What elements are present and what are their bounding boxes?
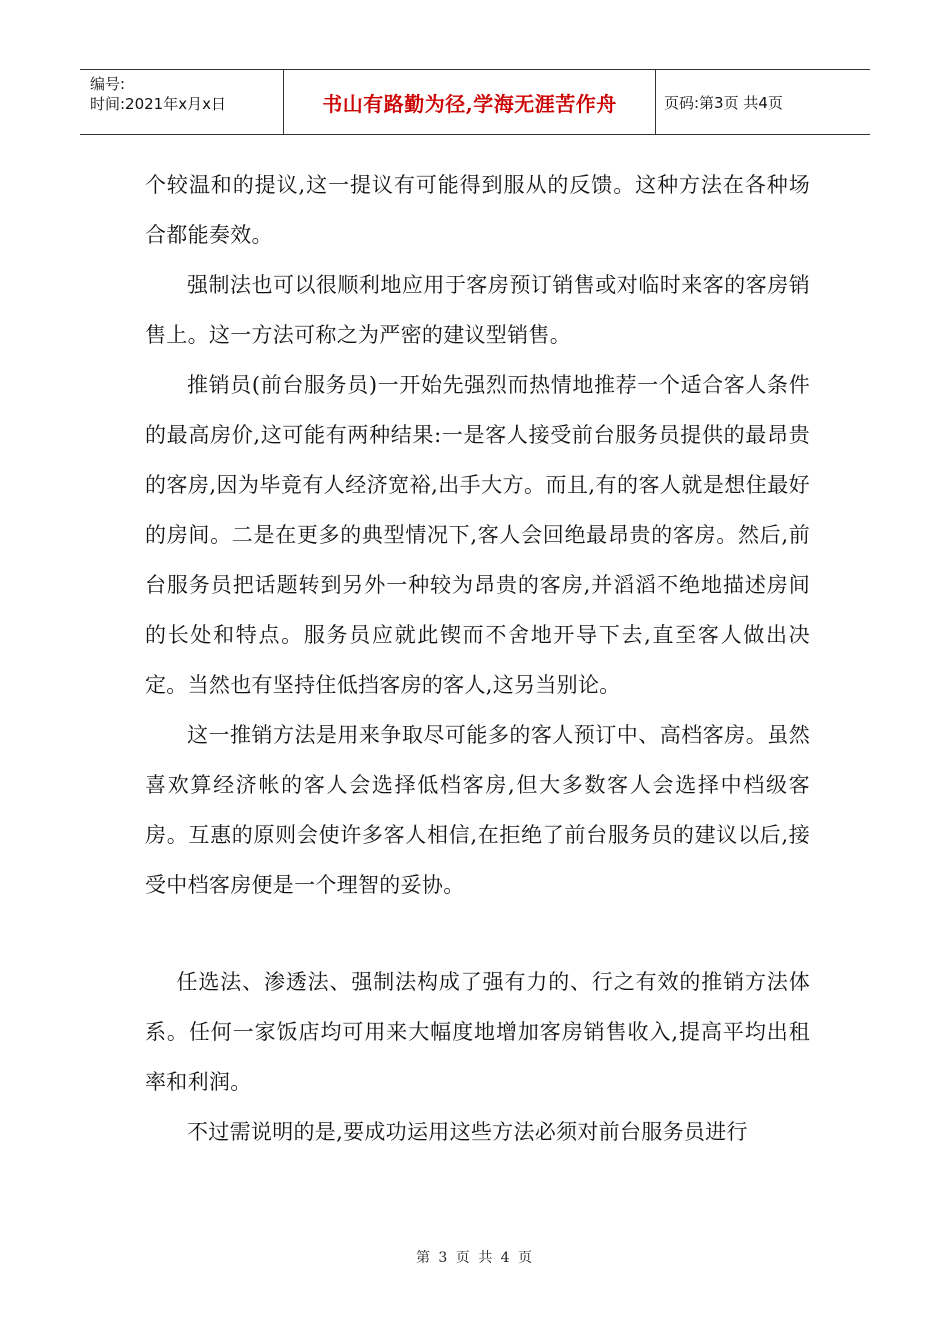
paragraph: 不过需说明的是,要成功运用这些方法必须对前台服务员进行 [187,1120,748,1144]
paragraph: 推销员(前台服务员)一开始先强烈而热情地推荐一个适合客人条件的最高房价,这可能有两种结果:一是客人接受前台服务员提供的最昂贵的客房,因为毕竟有人经济宽裕,出手大方。而且,有的客人就是想住最好的房间。二是在更多的典型情况下,客人会回绝最昂贵的客房。然后,前台服务员把话题转到另外一种较为昂贵的客房,并滔滔不绝地描述房间的长处和特点。服务员应就此锲而不舍地开导下去,直至客人做出决定。当然也有坚持住低挡客房的客人,这另当别论。 [145,373,810,697]
paragraph-spacer [145,910,810,957]
paragraph: 这一推销方法是用来争取尽可能多的客人预订中、高档客房。虽然喜欢算经济帐的客人会选择低档客房,但大多数客人会选择中档级客房。互惠的原则会使许多客人相信,在拒绝了前台服务员的建议以后,接受中档客房便是一个理智的妥协。 [145,723,810,897]
header-page-code: 页码:第3页 共4页 [664,93,783,112]
document-body [145,160,810,1157]
paragraph-continuation: 个较温和的提议,这一提议有可能得到服从的反馈。这种方法在各种场合都能奏效。 [145,173,810,247]
page-footer: 第 3 页 共 4 页 [415,1250,535,1266]
time-label: 时间:2021年x月x日 [90,95,226,113]
paragraph: 强制法也可以很顺利地应用于客房预订销售或对临时来客的客房销售上。这一方法可称之为严密的建议型销售。 [145,273,810,347]
paragraph: 任选法、渗透法、强制法构成了强有力的、行之有效的推销方法体系。任何一家饭店均可用来大幅度地增加客房销售收入,提高平均出租率和利润。 [145,970,810,1094]
header-motto: 书山有路勤为径,学海无涯苦作舟 [283,70,656,134]
serial-number-label: 编号: [90,75,126,93]
header-meta-cell [80,70,283,134]
document-header [80,69,870,135]
